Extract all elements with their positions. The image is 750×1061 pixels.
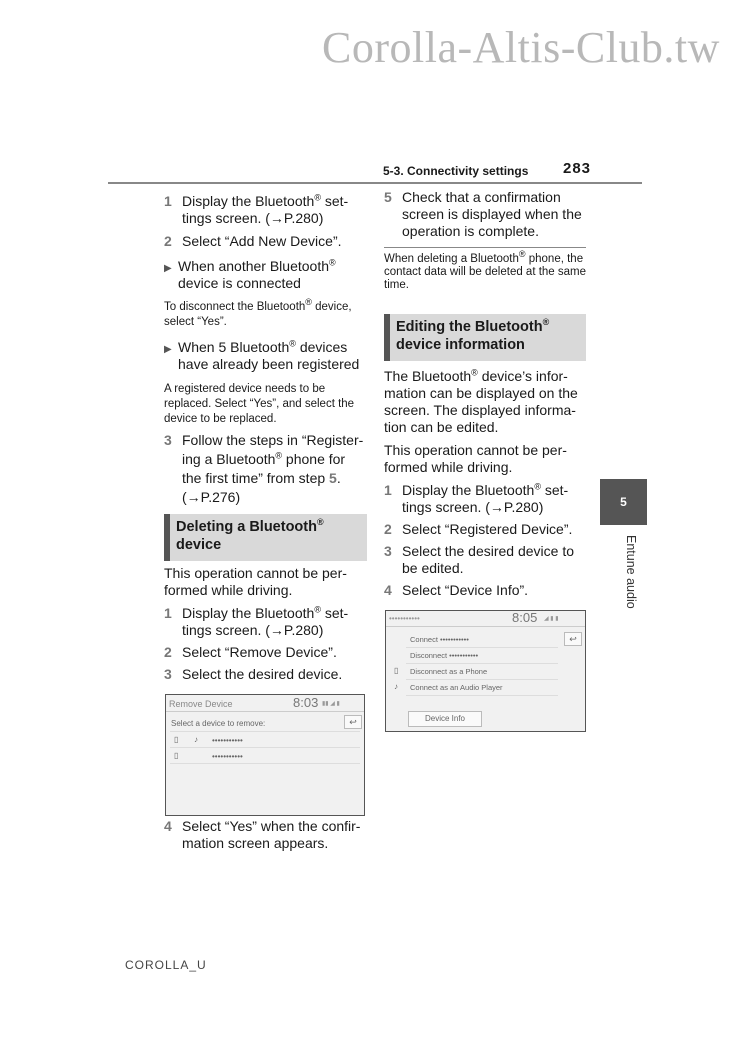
device-info-button[interactable]: Device Info (408, 711, 482, 727)
left-column (164, 193, 366, 507)
editing-block (384, 368, 586, 599)
back-button[interactable]: ↩ (564, 632, 582, 646)
phone-icon: ▯ (394, 666, 399, 675)
step-5: 5 Check that a confirmation screen is displayed when the operation is complete. (384, 189, 582, 239)
note-contact-data: When deleting a Bluetooth® phone, the contact data will be deleted at the same time. (384, 249, 587, 291)
screen-clock: 8:05 (512, 610, 538, 625)
triangle-bullet-icon: ▶ (164, 263, 172, 274)
edit-step-1: 1 Display the Bluetooth® set-tings screen. (→P.280) (384, 481, 569, 515)
screen-title: Remove Device (169, 699, 233, 709)
step-3: 3 Follow the steps in “Register-ing a Bluetooth® phone for the first time” from step 5. (→P.276) (164, 432, 364, 505)
music-icon: ♪ (194, 735, 198, 744)
right-column (384, 189, 586, 292)
step-2: 2 Select “Add New Device”. (164, 233, 342, 249)
device-info-screenshot (385, 610, 586, 732)
device-name: ••••••••••• (389, 614, 420, 623)
disconnect-phone-option[interactable]: Disconnect as a Phone (410, 667, 488, 676)
note-replace: A registered device needs to be replaced. Select “Yes”, and select the device to be replaced. (164, 383, 355, 425)
section-title: 5-3. Connectivity settings (383, 164, 529, 178)
deleting-block (164, 565, 366, 683)
screen-clock: 8:03 (293, 695, 319, 710)
page-number: 283 (563, 160, 592, 177)
edit-step-3: 3 Select the desired device to be edited. (384, 543, 574, 576)
footer-code: COROLLA_U (125, 958, 207, 972)
phone-icon: ▯ (174, 735, 179, 744)
back-button[interactable]: ↩ (344, 715, 362, 729)
bullet-five-devices: ▶ When 5 Bluetooth® devices have already been registered (164, 338, 360, 372)
signal-icon: ◢ ▮ ▮ (544, 616, 559, 622)
device-row-2[interactable]: ••••••••••• (212, 752, 243, 761)
screen-prompt: Select a device to remove: (171, 719, 266, 728)
connect-option[interactable]: Connect ••••••••••• (410, 635, 469, 644)
disconnect-option[interactable]: Disconnect ••••••••••• (410, 651, 479, 660)
signal-icon: ▮▮ ◢ ▮ (322, 701, 340, 707)
device-row-1[interactable]: ••••••••••• (212, 736, 243, 745)
edit-step-2: 2 Select “Registered Device”. (384, 521, 573, 537)
chapter-tab: 5 (600, 479, 647, 525)
delete-step-3: 3 Select the desired device. (164, 666, 343, 682)
edit-step-4: 4 Select “Device Info”. (384, 582, 529, 598)
remove-device-screenshot (165, 694, 365, 816)
watermark: Corolla-Altis-Club.tw (322, 23, 720, 72)
delete-step-2: 2 Select “Remove Device”. (164, 644, 337, 660)
delete-step-4-block (164, 818, 366, 852)
triangle-bullet-icon: ▶ (164, 344, 172, 355)
header-rule (108, 182, 642, 184)
step-1: 1 Display the Bluetooth® set-tings screen. (→P.280) (164, 192, 349, 226)
editing-paragraph: The Bluetooth® device’s infor-mation can be displayed on the screen. The displayed informa-tion can be edited. (384, 367, 578, 435)
connect-audio-option[interactable]: Connect as an Audio Player (410, 683, 503, 692)
phone-icon: ▯ (174, 751, 179, 760)
delete-step-4: 4 Select “Yes” when the confir-mation screen appears. (164, 818, 361, 851)
section-heading-editing: Editing the Bluetooth® device information (384, 314, 586, 361)
note-disconnect: To disconnect the Bluetooth® device, select “Yes”. (164, 297, 352, 328)
music-icon: ♪ (394, 682, 398, 691)
editing-note: This operation cannot be per-formed while driving. (384, 442, 567, 475)
section-heading-deleting: Deleting a Bluetooth® device (164, 514, 367, 561)
bullet-another-device: ▶ When another Bluetooth® device is connected (164, 257, 336, 291)
deleting-paragraph: This operation cannot be per-formed while driving. (164, 565, 347, 598)
note-divider (384, 247, 586, 248)
delete-step-1: 1 Display the Bluetooth® set-tings screen. (→P.280) (164, 604, 349, 638)
chapter-label: Entune audio (624, 535, 638, 609)
